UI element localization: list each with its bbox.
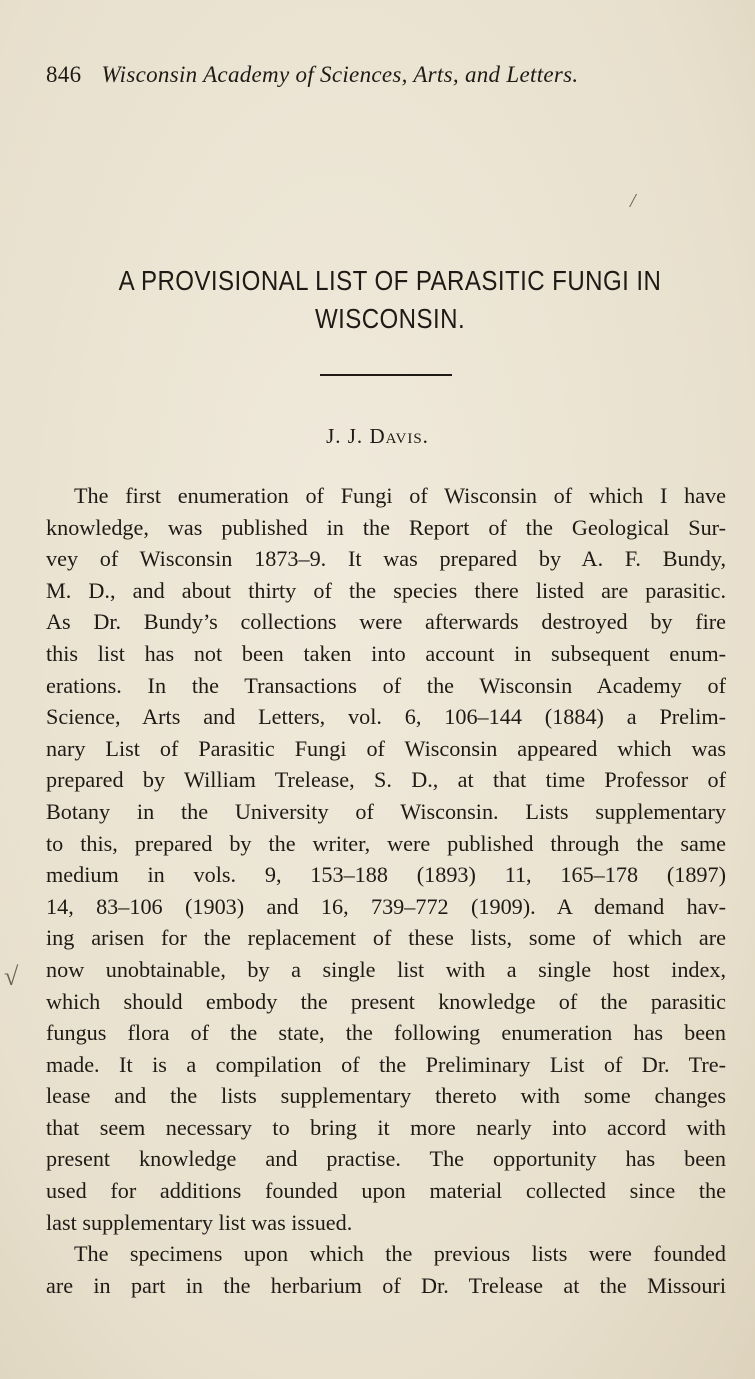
text-line: vey of Wisconsin 1873–9. It was prepared by A. F. Bundy, — [46, 546, 726, 572]
text-line: 14, 83–106 (1903) and 16, 739–772 (1909). A demand hav- — [46, 893, 726, 919]
text-line: used for additions founded upon material collected since the — [46, 1178, 726, 1204]
text-line: Botany in the University of Wisconsin. Lists supplementary — [46, 798, 726, 824]
text-line: made. It is a compilation of the Preliminary List of Dr. Tre- — [46, 1051, 726, 1077]
article-title-line-2: WISCONSIN. — [314, 303, 466, 334]
text-line: ing arisen for the replacement of these lists, some of which are — [46, 925, 726, 951]
journal-title: Wisconsin Academy of Sciences, Arts, and Letters. — [101, 62, 579, 87]
text-line: fungus flora of the state, the following enumeration has been — [46, 1020, 726, 1046]
text-line: M. D., and about thirty of the species there listed are parasitic. — [46, 577, 726, 603]
article-title — [89, 262, 691, 338]
page-number: 846 — [46, 62, 82, 87]
text-line: to this, prepared by the writer, were published through the same — [46, 830, 726, 856]
article-title-line-1: A PROVISIONAL LIST OF PARASITIC FUNGI IN — [118, 265, 662, 296]
text-line: now unobtainable, by a single list with a single host index, — [46, 956, 726, 982]
text-line: last supplementary list was issued. — [46, 1209, 353, 1235]
text-line: nary List of Parasitic Fungi of Wisconsin appeared which was — [46, 735, 726, 761]
text-line: erations. In the Transactions of the Wisconsin Academy of — [46, 672, 726, 698]
text-line: this list has not been taken into account in subsequent enum- — [46, 640, 726, 666]
paragraph-2 — [46, 1238, 726, 1301]
running-header — [46, 62, 578, 88]
text-line: knowledge, was published in the Report of the Geological Sur- — [46, 514, 726, 540]
pencil-mark: / — [630, 190, 636, 212]
text-line: are in part in the herbarium of Dr. Trelease at the Missouri — [46, 1272, 726, 1298]
author-surname: Davis. — [369, 424, 429, 448]
text-line: The specimens upon which the previous lists were founded — [74, 1241, 726, 1267]
check-mark-icon: √ — [4, 962, 19, 991]
text-line: As Dr. Bundy’s collections were afterwards destroyed by fire — [46, 609, 726, 635]
text-line: medium in vols. 9, 153–188 (1893) 11, 165–178 (1897) — [46, 862, 726, 888]
text-line: lease and the lists supplementary thereto with some changes — [46, 1083, 726, 1109]
text-line: The first enumeration of Fungi of Wisconsin of which I have — [74, 483, 726, 508]
title-divider — [320, 374, 452, 376]
article-body — [46, 480, 726, 1301]
text-line: which should embody the present knowledge of the parasitic — [46, 988, 726, 1014]
text-line: that seem necessary to bring it more nearly into accord with — [46, 1114, 726, 1140]
author-initials: J. J. — [326, 424, 364, 448]
text-line: Science, Arts and Letters, vol. 6, 106–144 (1884) a Prelim- — [46, 704, 726, 730]
paragraph-1 — [46, 480, 726, 1238]
text-line: present knowledge and practise. The opportunity has been — [46, 1146, 726, 1172]
text-line: prepared by William Trelease, S. D., at that time Professor of — [46, 767, 726, 793]
author-byline — [0, 424, 755, 449]
